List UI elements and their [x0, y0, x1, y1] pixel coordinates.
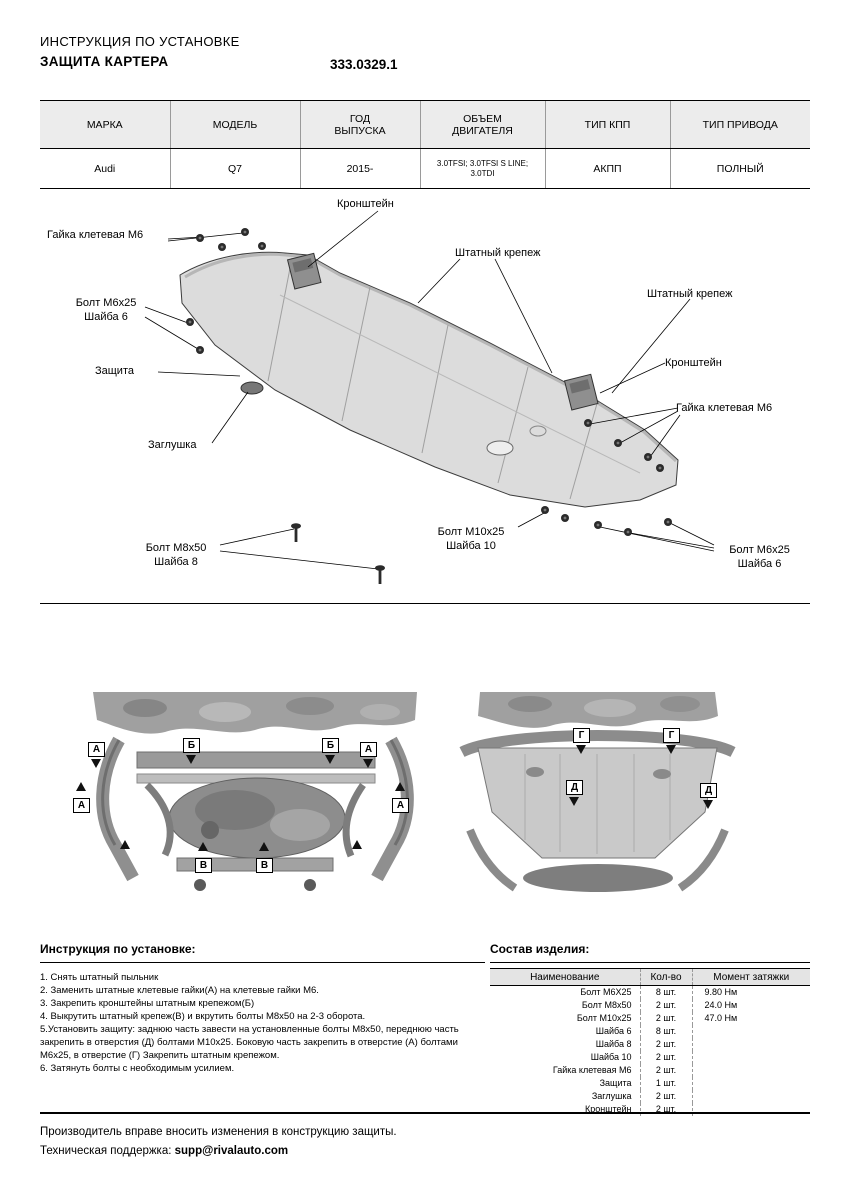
label-washer8: Шайба 8	[154, 556, 198, 568]
part-torque: 47.0 Нм	[704, 1013, 738, 1023]
part-torque	[692, 1064, 810, 1077]
part-name: Кронштейн	[585, 1104, 632, 1114]
part-name: Защита	[599, 1078, 632, 1088]
support-email: supp@rivalauto.com	[174, 1145, 289, 1157]
instructions-section	[40, 942, 485, 1075]
spec-table	[40, 100, 810, 189]
part-name: Шайба 6	[595, 1026, 632, 1036]
label-washer6-right: Шайба 6	[737, 558, 782, 570]
label-bolt-m10	[423, 525, 519, 553]
part-qty: 8 шт.	[640, 1025, 692, 1038]
marker-arrow-icon	[666, 745, 676, 754]
marker-arrow-icon	[352, 840, 362, 849]
part-qty: 2 шт.	[640, 999, 692, 1012]
table-row	[490, 1038, 810, 1051]
marker-V: В	[256, 858, 273, 873]
part-torque: 24.0 Нм	[704, 1000, 738, 1010]
instruction-step: 6. Затянуть болты с необходимым усилием.	[40, 1063, 235, 1074]
instruction-step: 3. Закрепить кронштейны штатным крепежом(Б)	[40, 998, 255, 1009]
table-row	[490, 1064, 810, 1077]
part-qty: 2 шт.	[640, 1012, 692, 1025]
part-torque	[692, 1038, 810, 1051]
spec-header-model: МОДЕЛЬ	[170, 101, 300, 149]
parts-header-row	[490, 969, 810, 986]
doc-subtitle: ЗАЩИТА КАРТЕРА	[40, 54, 169, 69]
label-bracket-right: Кронштейн	[665, 357, 722, 369]
footer-support	[40, 1145, 810, 1157]
marker-arrow-icon	[91, 759, 101, 768]
marker-A: А	[360, 742, 377, 757]
spec-header-drive: ТИП ПРИВОДА	[670, 101, 810, 149]
label-plug: Заглушка	[148, 439, 197, 451]
spec-header-transmission: ТИП КПП	[545, 101, 670, 149]
footer	[40, 1112, 810, 1157]
label-bolt-m10-line1: Болт М10х25	[437, 526, 505, 538]
part-torque	[692, 1051, 810, 1064]
label-bolt-m6-right-line1: Болт М6х25	[729, 544, 790, 556]
spec-header-engine: ОБЪЕМ ДВИГАТЕЛЯ	[420, 101, 545, 149]
marker-V: В	[195, 858, 212, 873]
instructions-steps	[40, 971, 485, 1075]
label-bolt-m8	[130, 541, 222, 569]
label-cage-nut-right: Гайка клетевая М6	[676, 402, 773, 414]
label-cage-nut-left: Гайка клетевая М6	[47, 229, 144, 241]
instructions-title: Инструкция по установке:	[40, 942, 485, 963]
spec-header-year: ГОД ВЫПУСКА	[300, 101, 420, 149]
label-bracket-top: Кронштейн	[337, 198, 394, 210]
spec-header-brand: МАРКА	[40, 101, 170, 149]
part-qty: 2 шт.	[640, 1103, 692, 1116]
marker-G: Г	[663, 728, 680, 743]
marker-arrow-icon	[198, 842, 208, 851]
part-torque: 9.80 Нм	[704, 987, 738, 998]
label-bolt-m6-left-line1: Болт М6х25	[75, 297, 137, 309]
label-bolt-m6-left	[50, 296, 162, 324]
part-number: 333.0329.1	[330, 57, 398, 72]
header	[40, 34, 240, 69]
spec-brand: Audi	[40, 149, 170, 189]
marker-arrow-icon	[569, 797, 579, 806]
part-torque	[692, 1077, 810, 1090]
part-qty: 2 шт.	[640, 1051, 692, 1064]
part-name: Болт М6Х25	[580, 987, 632, 998]
label-stock-fastener-mid: Штатный крепеж	[455, 247, 541, 259]
marker-arrow-icon	[259, 842, 269, 851]
marker-B: Б	[322, 738, 339, 753]
exploded-diagram	[40, 195, 810, 600]
part-name: Болт М8х50	[581, 1000, 632, 1010]
parts-section	[490, 942, 810, 1116]
marker-arrow-icon	[395, 782, 405, 791]
part-torque	[692, 1090, 810, 1103]
parts-table	[490, 968, 810, 1116]
spec-drive: ПОЛНЫЙ	[670, 149, 810, 189]
label-bolt-m8-line1: Болт М8х50	[145, 542, 207, 554]
label-stock-fastener-right: Штатный крепеж	[647, 288, 733, 300]
part-qty: 2 шт.	[640, 1064, 692, 1077]
doc-title: ИНСТРУКЦИЯ ПО УСТАНОВКЕ	[40, 34, 240, 49]
label-washer10: Шайба 10	[446, 540, 496, 552]
table-row	[490, 1051, 810, 1064]
marker-arrow-icon	[576, 745, 586, 754]
marker-D: Д	[566, 780, 583, 795]
footer-support-label: Техническая поддержка:	[40, 1145, 172, 1157]
car-underside-photo	[85, 690, 425, 905]
marker-A: А	[88, 742, 105, 757]
part-name: Гайка клетевая М6	[552, 1065, 632, 1075]
label-washer6-left: Шайба 6	[84, 311, 128, 323]
marker-D: Д	[700, 783, 717, 798]
instruction-step: 5.Установить защиту: заднюю часть завести на установленные болты М8х50, переднюю часть закрепить в отверстия (Д) болтами М10х25. Боковую часть закрепить в отверстие (А) болтами М6х25, в отверстие (Г) Закрепить штатным крепежом.	[40, 1024, 459, 1061]
marker-B: Б	[183, 738, 200, 753]
part-qty: 2 шт.	[640, 1090, 692, 1103]
marker-arrow-icon	[76, 782, 86, 791]
part-qty: 1 шт.	[640, 1077, 692, 1090]
photo-shield-installed	[450, 690, 745, 905]
marker-arrow-icon	[363, 759, 373, 768]
instruction-step: 2. Заменить штатные клетевые гайки(А) на клетевые гайки М6.	[40, 985, 319, 996]
instruction-step: 1. Снять штатный пыльник	[40, 972, 159, 983]
parts-header-torque: Момент затяжки	[692, 969, 810, 986]
section-divider	[40, 603, 810, 604]
label-shield: Защита	[95, 365, 134, 377]
part-torque	[692, 1025, 810, 1038]
spec-engine: 3.0TFSI; 3.0TFSI S LINE; 3.0TDI	[420, 149, 545, 189]
parts-header-qty: Кол-во	[640, 969, 692, 986]
photo-mounting-points	[77, 690, 425, 905]
part-name: Шайба 8	[595, 1039, 632, 1049]
table-row	[490, 1077, 810, 1090]
spec-transmission: АКПП	[545, 149, 670, 189]
spec-data-row	[40, 149, 810, 189]
marker-G: Г	[573, 728, 590, 743]
spec-year: 2015-	[300, 149, 420, 189]
spec-header-row	[40, 101, 810, 149]
table-row	[490, 1012, 810, 1025]
parts-title: Состав изделия:	[490, 942, 810, 963]
table-row	[490, 986, 810, 999]
marker-arrow-icon	[186, 755, 196, 764]
marker-A: А	[392, 798, 409, 813]
label-bolt-m6-right	[712, 543, 807, 571]
spec-model: Q7	[170, 149, 300, 189]
part-name: Болт М10х25	[576, 1013, 632, 1023]
table-row	[490, 999, 810, 1012]
marker-arrow-icon	[703, 800, 713, 809]
part-qty: 8 шт.	[640, 986, 692, 999]
table-row	[490, 1025, 810, 1038]
footer-disclaimer: Производитель вправе вносить изменения в конструкцию защиты.	[40, 1126, 397, 1138]
part-qty: 2 шт.	[640, 1038, 692, 1051]
marker-arrow-icon	[325, 755, 335, 764]
table-row	[490, 1090, 810, 1103]
instruction-step: 4. Выкрутить штатный крепеж(В) и вкрутить болты М8х50 на 2-3 оборота.	[40, 1011, 366, 1022]
part-name: Шайба 10	[590, 1052, 632, 1062]
parts-header-name: Наименование	[490, 969, 640, 986]
part-name: Заглушка	[591, 1091, 632, 1101]
marker-A: А	[73, 798, 90, 813]
marker-arrow-icon	[120, 840, 130, 849]
